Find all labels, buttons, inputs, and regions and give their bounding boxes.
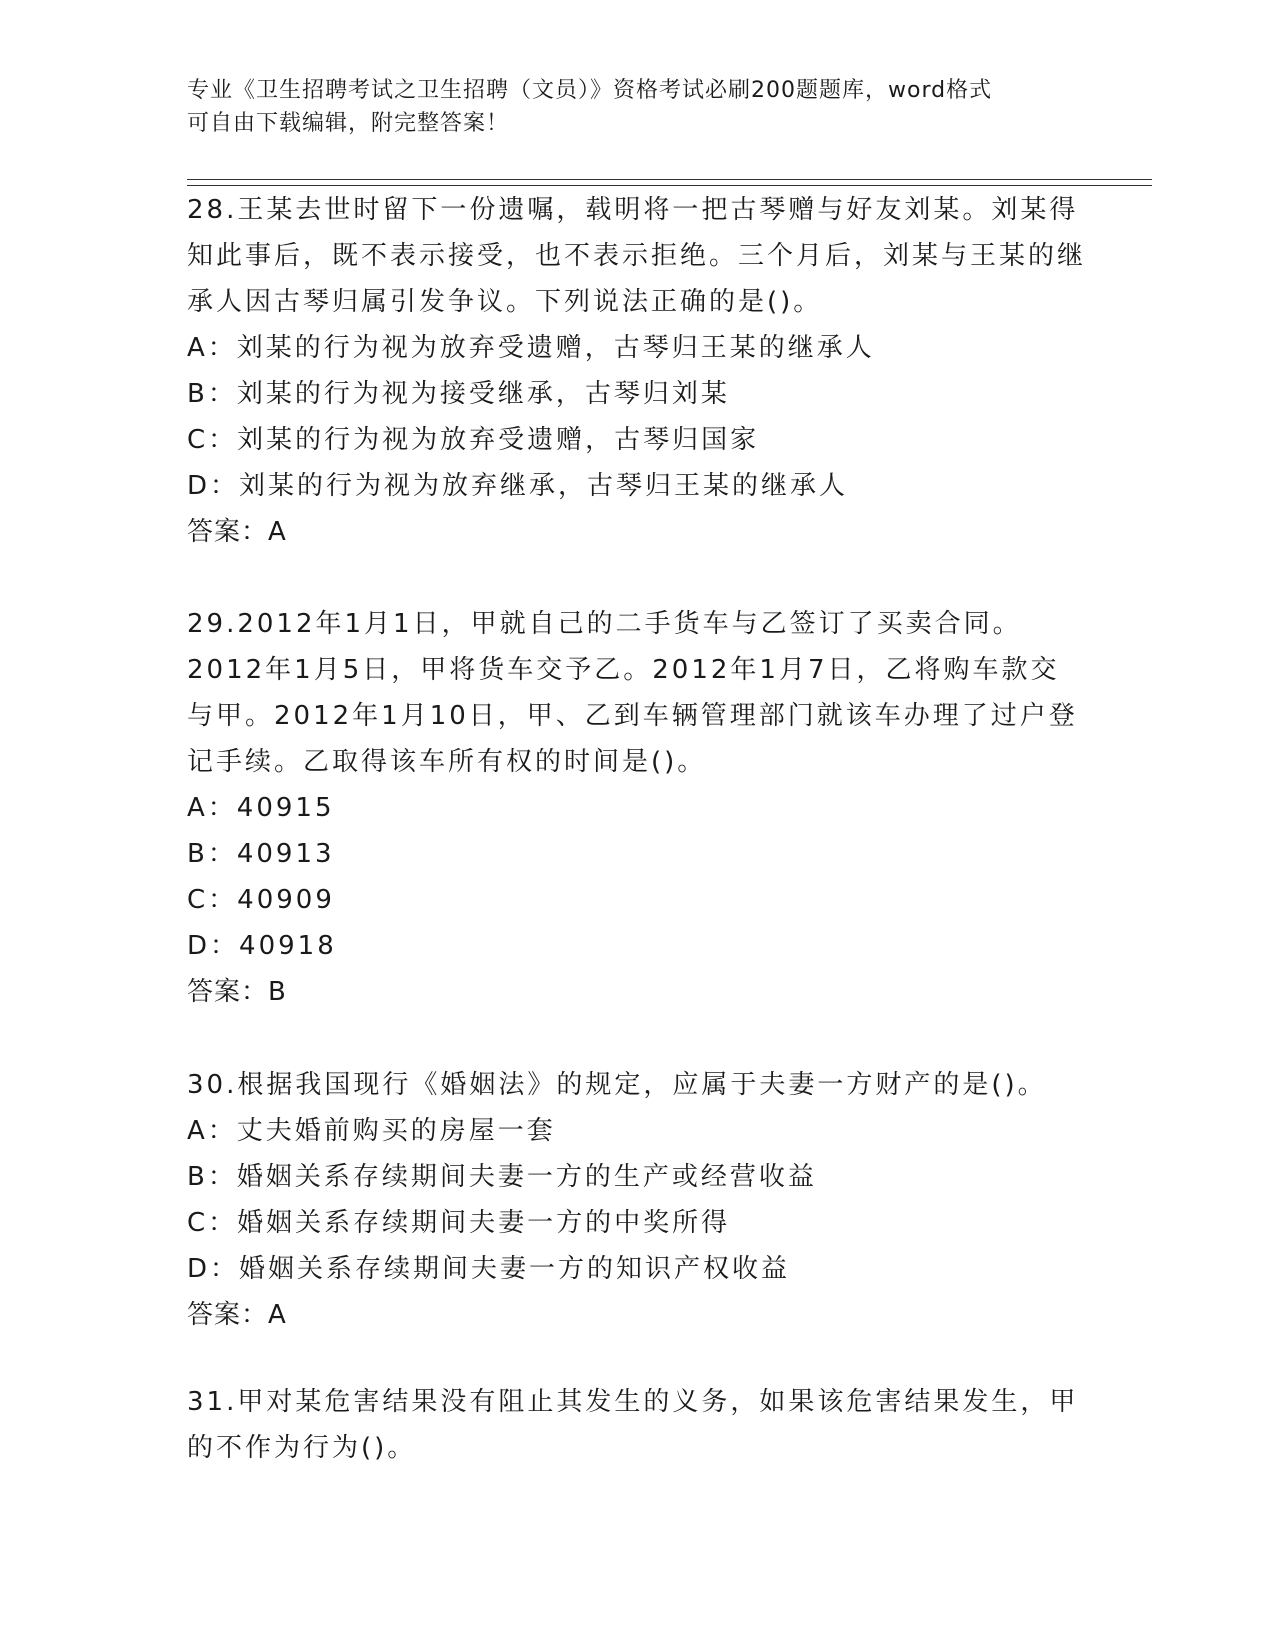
question-30 bbox=[187, 1062, 1087, 1338]
option-d: D：婚姻关系存续期间夫妻一方的知识产权收益 bbox=[187, 1254, 791, 1284]
answer: 答案：A bbox=[187, 1300, 287, 1330]
answer: 答案：B bbox=[187, 977, 287, 1007]
option-c: C：婚姻关系存续期间夫妻一方的中奖所得 bbox=[187, 1208, 731, 1238]
document-header bbox=[187, 74, 1087, 140]
option-b: B：刘某的行为视为接受继承，古琴归刘某 bbox=[187, 379, 730, 409]
header-line-1: 专业《卫生招聘考试之卫生招聘（文员）》资格考试必刷200题题库，word格式 bbox=[187, 78, 993, 103]
option-d: D：40918 bbox=[187, 931, 337, 961]
question-31 bbox=[187, 1379, 1087, 1471]
header-line-2: 可自由下载编辑，附完整答案！ bbox=[187, 111, 510, 136]
question-stem: 29.2012年1月1日，甲就自己的二手货车与乙签订了买卖合同。2012年1月5日，甲将货车交予乙。2012年1月7日，乙将购车款交与甲。2012年1月10日，甲、乙到车辆管理部门就该车办理了过户登记手续。乙取得该车所有权的时间是()。 bbox=[187, 609, 1078, 777]
option-c: C：40909 bbox=[187, 885, 335, 915]
option-a: A：40915 bbox=[187, 793, 335, 823]
option-c: C：刘某的行为视为放弃受遗赠，古琴归国家 bbox=[187, 425, 760, 455]
question-28 bbox=[187, 187, 1087, 555]
question-29 bbox=[187, 601, 1087, 1015]
answer: 答案：A bbox=[187, 517, 287, 547]
header-divider bbox=[187, 179, 1152, 186]
option-a: A：刘某的行为视为放弃受遗赠，古琴归王某的继承人 bbox=[187, 333, 875, 363]
option-b: B：婚姻关系存续期间夫妻一方的生产或经营收益 bbox=[187, 1162, 817, 1192]
option-d: D：刘某的行为视为放弃继承，古琴归王某的继承人 bbox=[187, 471, 849, 501]
option-b: B：40913 bbox=[187, 839, 335, 869]
question-stem: 28.王某去世时留下一份遗嘱，载明将一把古琴赠与好友刘某。刘某得知此事后，既不表示接受，也不表示拒绝。三个月后，刘某与王某的继承人因古琴归属引发争议。下列说法正确的是()。 bbox=[187, 195, 1087, 317]
option-a: A：丈夫婚前购买的房屋一套 bbox=[187, 1116, 556, 1146]
question-stem: 31.甲对某危害结果没有阻止其发生的义务，如果该危害结果发生，甲的不作为行为()。 bbox=[187, 1387, 1079, 1463]
question-stem: 30.根据我国现行《婚姻法》的规定，应属于夫妻一方财产的是()。 bbox=[187, 1070, 1047, 1100]
